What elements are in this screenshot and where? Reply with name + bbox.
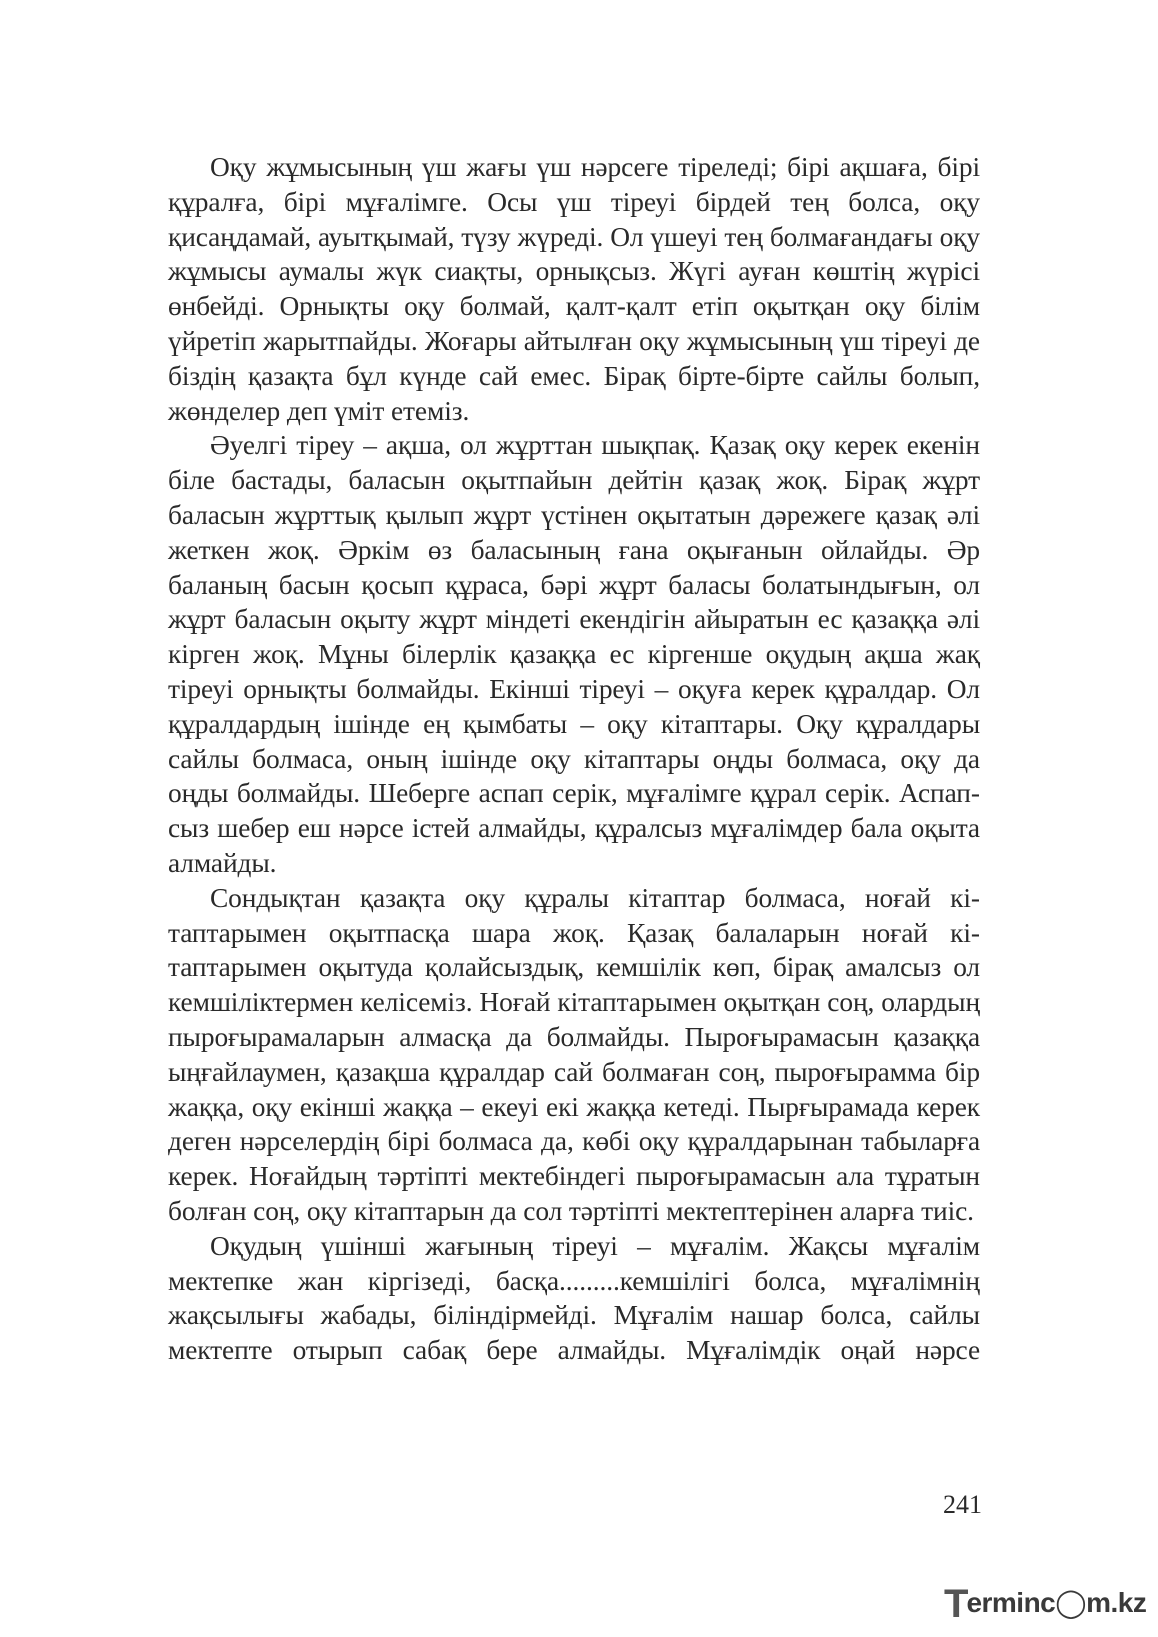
body-text xyxy=(168,150,980,1368)
watermark-text: erminc◯m.kz xyxy=(966,1587,1147,1618)
paragraph-3: Сондықтан қазақта оқу құралы кітаптар болмаса, ноғай кітаптарымен оқытпасқа шара жоқ. Қазақ балаларын ноғай кітаптарымен оқытуда қолайсыздық, кемшілік көп, бірақ амалсыз ол кемшіліктермен келісеміз. Ноғай кітаптарымен оқытқан соң, олардың пыроғырамаларын алмасқа да болмайды. Пыроғырамасын қазаққа ыңғайлаумен, қазақша құралдар сай болмаған соң, пыроғырамма бір жаққа, оқу екінші жаққа – екеуі екі жаққа кетеді. Пырғырамада керек деген нәрселердің бірі болмаса да, көбі оқу құралдарынан табыларға керек. Ноғайдың тәртіпті мектебіндегі пыроғырамасын ала тұратын болған соң, оқу кітаптарын да сол тәртіпті мектептерінен аларға тиіс. xyxy=(168,882,980,1226)
paragraph-4: Оқудың үшінші жағының тіреуі – мұғалім. Жақсы мұғалім мектепке жан кіргізеді, басқа.........кемшілігі болса, мұғалімнің жақсылығы жабады, біліндірмейді. Мұғалім нашар болса, сайлы мектепте отырып сабақ бере алмайды. Мұғалімдік оңай нәрсе xyxy=(168,1230,980,1366)
paragraph-2: Әуелгі тіреу – ақша, ол жұрттан шықпақ. Қазақ оқу керек екенін біле бастады, баласын оқытпайын дейтін қазақ жоқ. Бірақ жұрт баласын жұрттық қылып жұрт үстінен оқытатын дәрежеге қазақ әлі жеткен жоқ. Әркім өз баласының ғана оқығанын ойлайды. Әр баланың басын қосып құраса, бәрі жұрт баласы болатындығын, ол жұрт баласын оқыту жұрт міндеті екендігін айыратын ес қазаққа әлі кірген жоқ. Мұны білерлік қазаққа ес кіргенше оқудың ақша жақ тіреуі орнықты болмайды. Екінші тіреуі – оқуға керек құралдар. Ол құралдардың ішінде ең қымбаты – оқу кітаптары. Оқу құралдары сайлы болмаса, оның ішінде оқу кітаптары оңды болмаса, оқу да оңды болмайды. Шеберге аспап серік, мұғалімге құрал серік. Аспапсыз шебер еш нәрсе істей алмайды, құралсыз мұғалімдер бала оқыта алмайды. xyxy=(168,430,980,878)
page-number: 241 xyxy=(943,1490,982,1519)
watermark-t-letter: T xyxy=(944,1582,969,1626)
watermark-logo xyxy=(944,1570,1147,1626)
paragraph-1: Оқу жұмысының үш жағы үш нәрсеге тіреледі; бірі ақшаға, бірі құралға, бірі мұғалімге. Осы үш тіреуі бірдей тең болса, оқу қисаңдамай, ауытқымай, түзу жүреді. Ол үшеуі тең болмағандағы оқу жұмысы аумалы жүк сиақты, орнықсыз. Жүгі ауған көштің жүрісі өнбейді. Орнықты оқу болмай, қалт-қалт етіп оқытқан оқу білім үйретіп жарытпайды. Жоғары айтылған оқу жұмысының үш тіреуі де біздің қазақта бұл күнде сай емес. Бірақ бірте-бірте сайлы болып, жөнделер деп үміт етеміз. xyxy=(168,152,980,426)
